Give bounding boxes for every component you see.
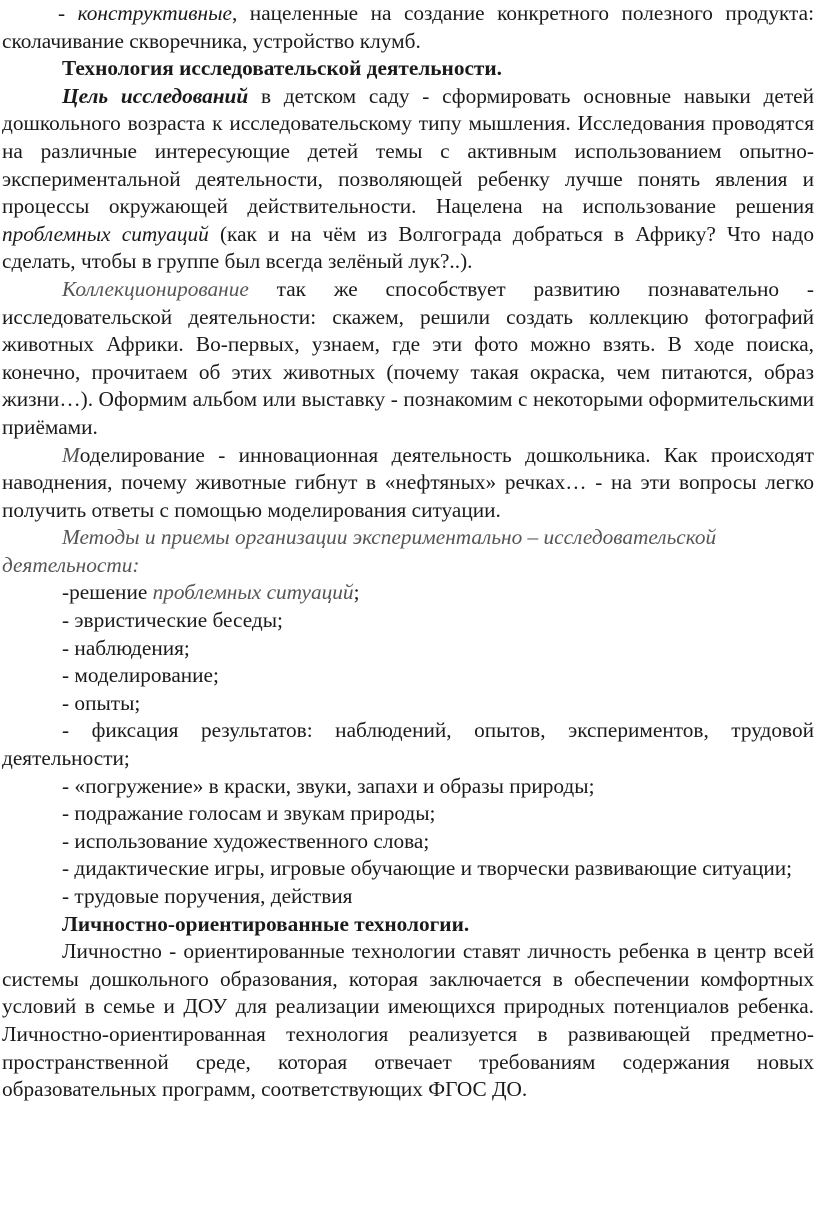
method-item-2: - эвристические беседы; <box>62 608 283 633</box>
method-1-term: проблемных ситуаций <box>152 580 354 605</box>
methods-title: Методы и приемы организации экспериментально – исследовательской деятельности: <box>2 525 717 577</box>
goal-term-2: проблемных ситуаций <box>2 221 209 246</box>
method-item-10: - дидактические игры, игровые обучающие и творчески развивающие ситуации; <box>62 856 793 881</box>
modeling-term-letter: М <box>62 442 80 467</box>
collecting-text: так же способствует развитию познавательно - исследовательской деятельности: скажем, решили создать коллекцию фотографий животных Африки. Во-первых, узнаем, где эти фото можно взять. В ходе поиска, конечно, прочитаем об этих животных (почему такая окраска, чем питаются, образ жизни…). Оформим альбом или выставку - познакомим с некоторыми оформительскими приёмами. <box>2 276 814 439</box>
method-item-4: - моделирование; <box>62 663 219 688</box>
intro-dash: - <box>58 1 78 25</box>
goal-term: Цель исследований <box>62 83 249 108</box>
method-item-3: - наблюдения; <box>62 635 190 660</box>
method-item-11: - трудовые поручения, действия <box>62 884 353 908</box>
personal-paragraph: Личностно - ориентированные технологии ставят личность ребенка в центр всей системы дошкольного образования, которая заключается в обеспечении комфортных условий в семье и ДОУ для реализации имеющихся природных потенциалов ребенка. Личностно-ориентированная технология реализуется в развивающей предметно-пространственной среде, которая отвечает требованиям содержания новых образовательных программ, соответствующих ФГОС ДО. <box>2 939 814 1102</box>
method-item-9: - использование художественного слова; <box>62 828 430 853</box>
method-item-8: - подражание голосам и звукам природы; <box>62 801 436 826</box>
personal-heading: Личностно-ориентированные технологии. <box>62 911 470 936</box>
method-item-7: - «погружение» в краски, звуки, запахи и образы природы; <box>62 773 595 798</box>
method-1-prefix: -решение <box>62 580 153 605</box>
intro-term: конструктивные <box>77 1 232 25</box>
method-item-5: - опыты; <box>62 690 141 715</box>
collecting-term: Коллекционирование <box>62 276 249 301</box>
method-1-suffix: ; <box>353 580 360 605</box>
research-heading: Технология исследовательской деятельности. <box>62 56 502 81</box>
collecting-paragraph <box>2 276 814 442</box>
intro-text: , нацеленные на создание конкретного полезного продукта: сколачивание скворечника, устройство клумб. <box>2 1 814 53</box>
modeling-term-rest: оделирование <box>79 442 205 467</box>
method-item-6: - фиксация результатов: наблюдений, опытов, экспериментов, трудовой деятельности; <box>2 718 814 771</box>
goal-text-2: (как и на чём из Волгограда добраться в Африку? Что надо сделать, чтобы в группе был всегда зелёный лук?..). <box>2 221 814 274</box>
document-page <box>2 0 814 1104</box>
modeling-paragraph <box>2 442 814 525</box>
modeling-text: - инновационная деятельность дошкольника. Как происходят наводнения, почему животные гибнут в «нефтяных» речках… - на эти вопросы легко получить ответы с помощью моделирования ситуации. <box>2 442 814 522</box>
goal-paragraph <box>2 83 814 276</box>
intro-paragraph <box>2 0 814 55</box>
goal-text-1: в детском саду - сформировать основные навыки детей дошкольного возраста к исследовательскому типу мышления. Исследования проводятся на различные интересующие детей темы с активным использованием опытно-экспериментальной деятельности, позволяющей ребенку лучше понять явления и процессы окружающей действительности. Нацелена на использование решения <box>2 83 814 219</box>
method-item-1 <box>2 579 814 607</box>
